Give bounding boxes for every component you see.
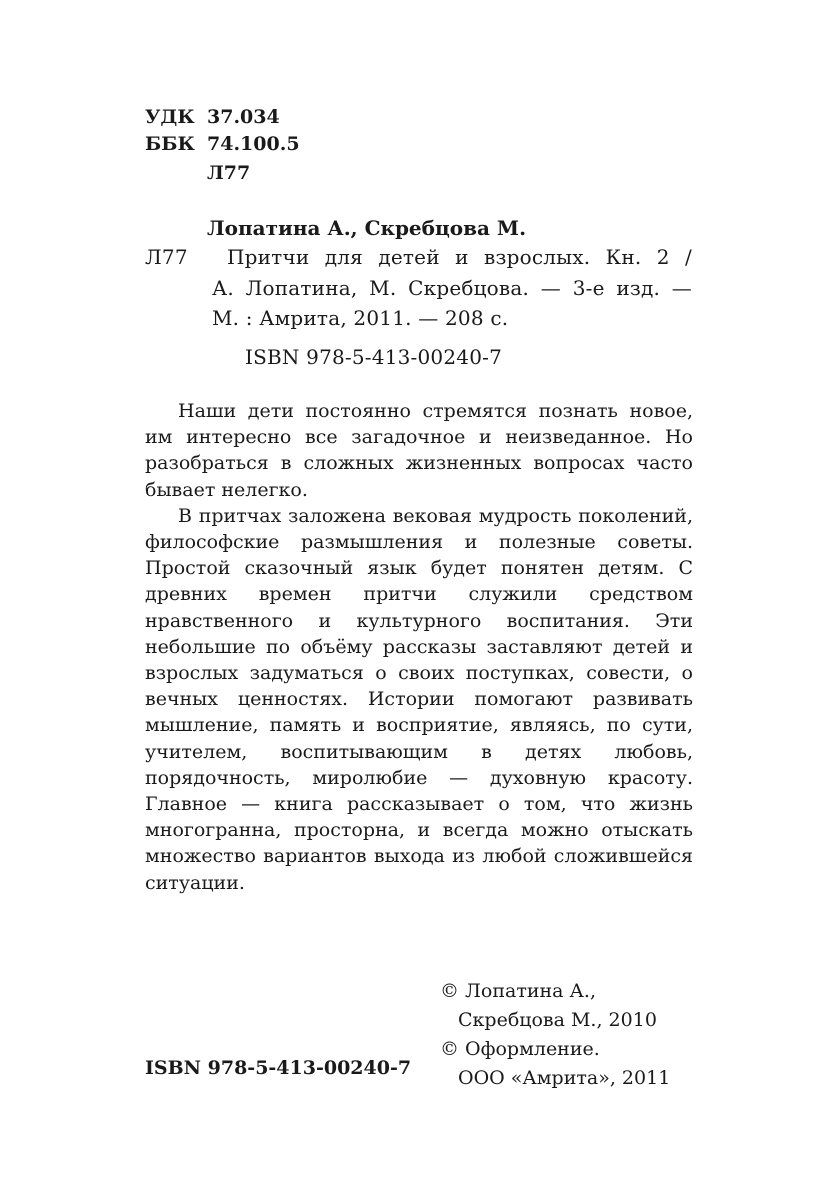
copyright-authors: © Лопатина А., bbox=[440, 980, 596, 1002]
entry-isbn: ISBN 978-5-413-00240-7 bbox=[245, 345, 503, 369]
bbk-value: 74.100.5 bbox=[207, 133, 300, 155]
author-mark: Л77 bbox=[207, 162, 251, 184]
abstract bbox=[145, 398, 693, 896]
copyright-block bbox=[440, 977, 670, 1093]
entry-title-line: Притчи для детей и взрослых. Кн. 2 / bbox=[227, 245, 692, 269]
copyright-design: © Оформление. bbox=[440, 1038, 600, 1060]
entry-author-mark: Л77 bbox=[145, 245, 188, 269]
udk-label: УДК bbox=[145, 106, 195, 128]
udk-value: 37.034 bbox=[207, 106, 280, 128]
footer-isbn: ISBN 978-5-413-00240-7 bbox=[145, 1057, 412, 1079]
abstract-paragraph-2: В притчах заложена вековая мудрость поколений, философские размышления и полезные советы. Простой сказочный язык будет понятен детям. С древних времен притчи служили средством нравственного и культурного воспитания. Эти небольшие по объёму рассказы заставляют детей и взрослых задуматься о своих поступках, совести, о вечных ценностях. Истории помогают развивать мышление, память и восприятие, являясь, по сути, учителем, воспитывающим в детях любовь, порядочность, миролюбие — духовную красоту. Главное — книга рассказывает о том, что жизнь многогранна, просторна, и всегда можно отыскать множество вариантов выхода из любой сложившейся ситуации. bbox=[145, 504, 693, 894]
copyright-authors-year: Скребцова М., 2010 bbox=[458, 1009, 657, 1031]
entry-publisher-line: М. : Амрита, 2011. — 208 с. bbox=[212, 306, 509, 330]
bbk-label: ББК bbox=[145, 133, 195, 155]
abstract-paragraph-1: Наши дети постоянно стремятся познать новое, им интересно все загадочное и неизведанное. Но разобраться в сложных жизненных вопросах часто бывает нелегко. bbox=[145, 400, 693, 501]
entry-authors-line: А. Лопатина, М. Скребцова. — 3-е изд. — bbox=[212, 276, 692, 300]
copyright-design-publisher: ООО «Амрита», 2011 bbox=[458, 1067, 671, 1089]
authors-heading: Лопатина А., Скребцова М. bbox=[207, 216, 527, 240]
